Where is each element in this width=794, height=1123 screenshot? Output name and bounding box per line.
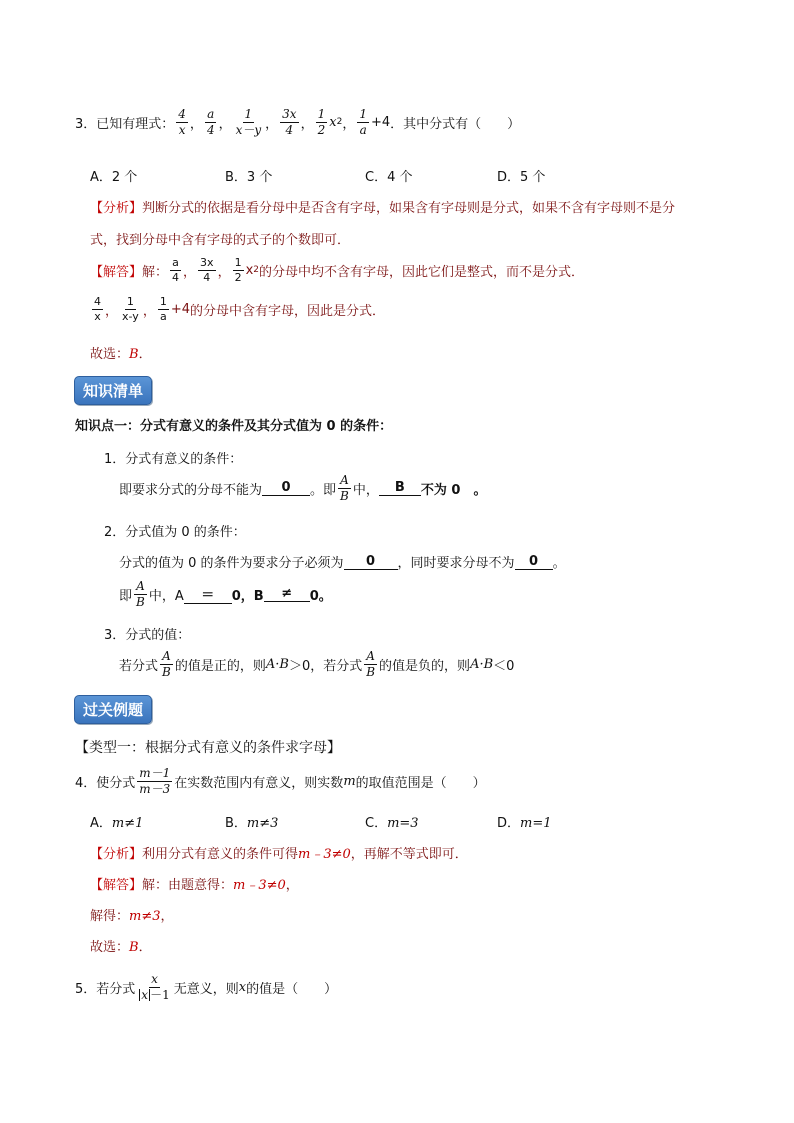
q3-option-d: D．5 个 — [497, 170, 546, 185]
q4-stem: 4．使分式 $\frac{m-1}{m-3}$ 在实数范围内有意义，则实数 m 的取值范围是（ ） — [75, 766, 486, 796]
q3-frac-2: $\frac{a}{4}$ — [206, 107, 215, 137]
q4-answer: 【解答】解：由题意得：m﹣3≠0， — [90, 878, 299, 893]
q3-analysis-line2: 式，找到分母中含有字母的式子的个数即可． — [90, 233, 351, 248]
q4-option-b: B．m≠3 — [225, 816, 279, 831]
item2-blank-4: ≠ — [264, 586, 310, 602]
q3-frac-3: $\frac{1}{x-y}$ — [235, 107, 262, 137]
q3-frac-6: $\frac{1}{a}$ — [359, 107, 367, 137]
q3-suffix: ．其中分式有（ ） — [390, 116, 521, 132]
q3-choice: 故选：B． — [90, 347, 152, 362]
q3-answer-line1: 【解答】 解： $\frac{a}{4}$ ， $\frac{3x}{4}$ ， $\frac{1}{2}$ x 2 的分母中均不含有字母，因此它们是整式，而不是分式． — [90, 256, 585, 284]
answer-tag: 【解答】 — [90, 878, 143, 893]
item2-blank-1: 0 — [344, 554, 398, 570]
q3-answer-frac-3: $\frac{1}{2}$ — [234, 256, 242, 284]
q3-frac-4: $\frac{3x}{4}$ — [282, 107, 297, 137]
abs-value-x: x — [141, 987, 149, 1002]
q3-option-a: A．2 个 — [90, 170, 138, 185]
q4-option-d: D．m=1 — [497, 816, 552, 831]
q4-analysis: 【分析】利用分式有意义的条件可得m﹣3≠0，再解不等式即可． — [90, 847, 468, 862]
q4-choice: 故选：B． — [90, 940, 152, 955]
q3-option-b: B．3 个 — [225, 170, 273, 185]
q3-answer-frac-2: $\frac{3x}{4}$ — [200, 256, 214, 284]
q3-answer-frac-4: $\frac{4}{x}$ — [94, 295, 101, 323]
frac-a-over-b: $\frac{A}{B}$ — [340, 473, 349, 503]
q3-analysis-line1: 【分析】判断分式的依据是看分母中是否含有字母，如果含有字母则是分式，如果不含有字母则不是分 — [90, 201, 676, 216]
q3-frac-1: $\frac{4}{x}$ — [178, 107, 186, 137]
item1-body: 即要求分式的分母不能为 0 。即 $\frac{A}{B}$ 中， B 不为 0 。 — [119, 473, 487, 503]
q4-solve: 解得：m≠3， — [90, 909, 174, 924]
item3-body: 若分式 $\frac{A}{B}$ 的值是正的，则 A·B ＞0，若分式 $\frac{A}{B}$ 的值是负的，则 A·B ＜0 — [119, 649, 515, 679]
q3-answer-line2: $\frac{4}{x}$ ， $\frac{1}{x-y}$ ， $\frac{1}{a}$ +4 的分母中含有字母，因此是分式． — [94, 295, 386, 323]
analysis-tag: 【分析】 — [90, 201, 143, 216]
q3-frac-5: $\frac{1}{2}$ — [317, 107, 326, 137]
item2-blank-3: ＝ — [184, 584, 232, 604]
q3-prefix: 3．已知有理式： — [75, 116, 175, 132]
item1-title: 1．分式有意义的条件： — [104, 452, 243, 467]
item2-condition: 即 $\frac{A}{B}$ 中，A ＝ 0，B ≠ 0。 — [119, 579, 332, 609]
q4-frac: $\frac{m-1}{m-3}$ — [139, 766, 171, 796]
frac-a-over-b: $\frac{A}{B}$ — [136, 579, 145, 609]
answer-tag: 【解答】 — [90, 264, 143, 280]
q3-option-c: C．4 个 — [365, 170, 413, 185]
q5-stem: 5．若分式 $\frac{x}{x -1}$ 无意义，则 x 的值是（ ） — [75, 972, 338, 1002]
section-tag-examples: 过关例题 — [74, 695, 152, 724]
item1-blank-2: B — [379, 480, 421, 496]
q4-option-c: C．m=3 — [365, 816, 419, 831]
q3-answer-frac-5: $\frac{1}{x-y}$ — [122, 295, 139, 323]
knowledge-heading: 知识点一：分式有意义的条件及其分式值为 0 的条件： — [75, 419, 393, 434]
q3-stem: 3．已知有理式： $\frac{4}{x}$ ， $\frac{a}{4}$ ， $\frac{1}{x-y}$ ， $\frac{3x}{4}$ ， $\frac{1}{2}$ x 2 ， $\frac{1}{a}$ +4 ．其中分式有（ ） — [75, 107, 521, 137]
frac-a-over-b: $\frac{A}{B}$ — [366, 649, 376, 679]
q3-answer-frac-1: $\frac{a}{4}$ — [172, 256, 180, 284]
item2-title: 2．分式值为 0 的条件： — [104, 525, 246, 540]
q3-answer-frac-6: $\frac{1}{a}$ — [159, 295, 167, 323]
q4-option-a: A．m≠1 — [90, 816, 144, 831]
type-heading: 【类型一：根据分式有意义的条件求字母】 — [75, 740, 341, 756]
frac-a-over-b: $\frac{A}{B}$ — [162, 649, 171, 679]
q5-frac: $\frac{x}{x -1}$ — [141, 972, 170, 1002]
section-tag-knowledge: 知识清单 — [74, 376, 152, 405]
item2-body: 分式的值为 0 的条件为要求分子必须为 0 ，同时要求分母不为 0 。 — [119, 553, 566, 571]
item1-blank-1: 0 — [262, 480, 310, 496]
item3-title: 3．分式的值： — [104, 628, 191, 643]
analysis-tag: 【分析】 — [90, 847, 143, 862]
item2-blank-2: 0 — [515, 554, 553, 570]
